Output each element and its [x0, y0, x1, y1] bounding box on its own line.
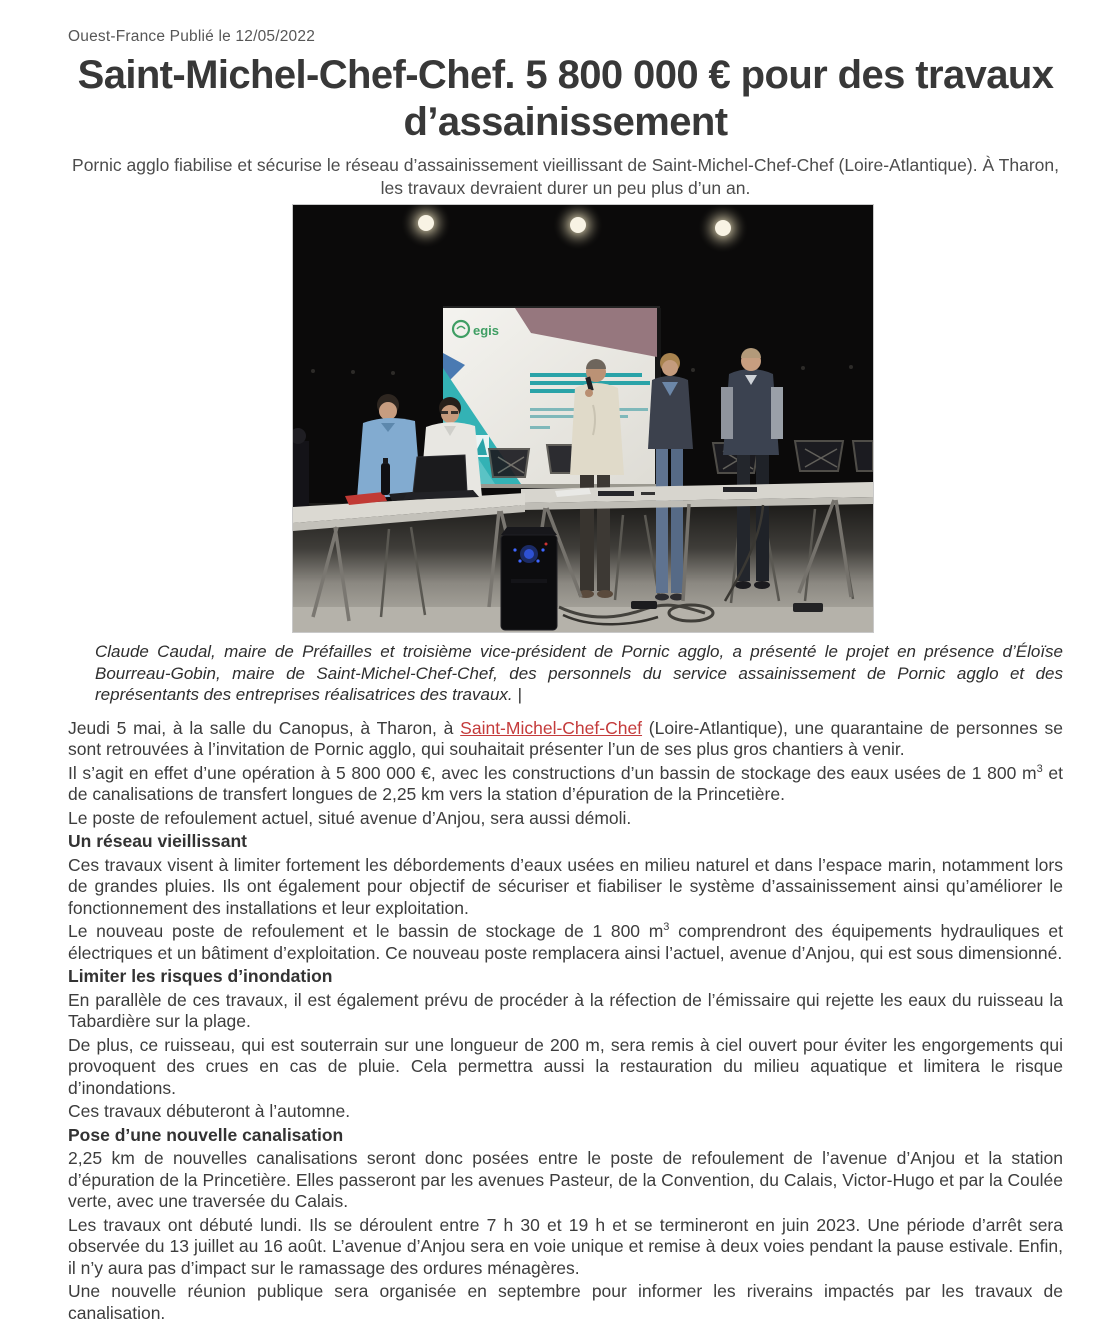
article-paragraph: 2,25 km de nouvelles canalisations seront donc posées entre le poste de refoulement de l’avenue d’Anjou et la station d’épuration de la Princetière. Elles passeront par les avenues Pasteur, de la Convention, du Calais, Victor-Hugo et par la Coulée verte, avec une traversée du Calais. [68, 1148, 1063, 1212]
article-paragraph: Une nouvelle réunion publique sera organisée en septembre pour informer les riverains impactés par les travaux de canalisation. [68, 1281, 1063, 1323]
slide-logo-text: egis [473, 323, 500, 339]
article-paragraph: Ces travaux visent à limiter fortement les débordements d’eaux usées en milieu naturel et dans l’espace marin, notamment lors de grandes pluies. Ils ont également pour objectif de sécuriser et fiabiliser le système d’assainissement ainsi qu’améliorer le fonctionnement des installations et leur exploitation. [68, 854, 1063, 918]
article-paragraph: Le nouveau poste de refoulement et le bassin de stockage de 1 800 $m^3$ comprendront des équipements hydrauliques et électriques et un bâtiment d’exploitation. Ce nouveau poste remplacera ainsi l’actuel, avenue d’Anjou, qui est sous dimensionné. [68, 921, 1063, 963]
publish-date: Publié le 12/05/2022 [169, 28, 316, 45]
article-photo [292, 204, 872, 633]
source-name: Ouest-France [68, 28, 166, 45]
floor-light-band [293, 607, 873, 632]
superscript: 3 [1036, 763, 1043, 776]
standfirst: Pornic agglo fiabilise et sécurise le réseau d’assainissement vieillissant de Saint-Michel-Chef-Chef (Loire-Atlantique). À Tharon, les travaux devraient durer un peu plus d’un an. [72, 155, 1059, 199]
article-paragraph: Il s’agit en effet d’une opération à 5 800 000 €, avec les constructions d’un bassin de stockage des eaux usées de 1 800 $m^3$ et de canalisations de transfert longues de 2,25 km vers la station d’épuration de la Princetière. [68, 762, 1063, 805]
article-paragraph: Jeudi 5 mai, à la salle du Canopus, à Tharon, à Saint-Michel-Chef-Chef (Loire-Atlantique), une quarantaine de personnes se sont retrouvées à l’invitation de Pornic agglo, qui souhaitait présenter l’un de ses plus gros chantiers à venir. [68, 717, 1064, 760]
speaker-box [501, 527, 557, 630]
article-body [68, 718, 1063, 1325]
inline-link[interactable]: Saint-Michel-Chef-Chef [460, 717, 643, 738]
article-paragraph: Les travaux ont débuté lundi. Ils se déroulent entre 7 h 30 et 19 h et se termineront en juin 2023. Une période d’arrêt sera observée du 13 juillet au 16 août. L’avenue d’Anjou sera en voie unique et remise à deux voies pendant la pause estivale. Enfin, il n’y aura pas d’impact sur le ramassage des ordures ménagères. [68, 1214, 1063, 1278]
superscript: 3 [663, 921, 670, 934]
section-heading: Un réseau vieillissant [68, 831, 247, 852]
section-heading: Limiter les risques d’inondation [68, 966, 333, 987]
article-paragraph: De plus, ce ruisseau, qui est souterrain sur une longueur de 200 m, sera remis à ciel ouvert pour éviter les engorgements qui provoquent des crues en cas de pluie. Cela permettra aussi la restauration du milieu aquatique et limitera le risque d’inondations. [68, 1034, 1063, 1098]
article-paragraph: Le poste de refoulement actuel, situé avenue d’Anjou, sera aussi démoli. [68, 807, 632, 828]
masthead [68, 28, 1063, 46]
article-paragraph: En parallèle de ces travaux, il est également prévu de procéder à la réfection de l’émissaire qui rejette les eaux du ruisseau la Tabardière sur la plage. [68, 989, 1063, 1032]
photo-caption: Claude Caudal, maire de Préfailles et troisième vice-président de Pornic agglo, a présenté le projet en présence d’Éloïse Bourreau-Gobin, maire de Saint-Michel-Chef-Chef, des personnels du service assainissement de Pornic agglo et des représentants des entreprises réalisatrices des travaux. | [95, 642, 1063, 705]
article-paragraph: Ces travaux débuteront à l’automne. [68, 1101, 351, 1122]
meeting-photo [292, 204, 874, 633]
headline: Saint-Michel-Chef-Chef. 5 800 000 € pour des travaux d’assainissement [77, 53, 1054, 145]
section-heading: Pose d’une nouvelle canalisation [68, 1124, 344, 1145]
article-photo-figure [68, 204, 1063, 633]
tablet [598, 491, 634, 496]
water-bottle [381, 463, 390, 495]
